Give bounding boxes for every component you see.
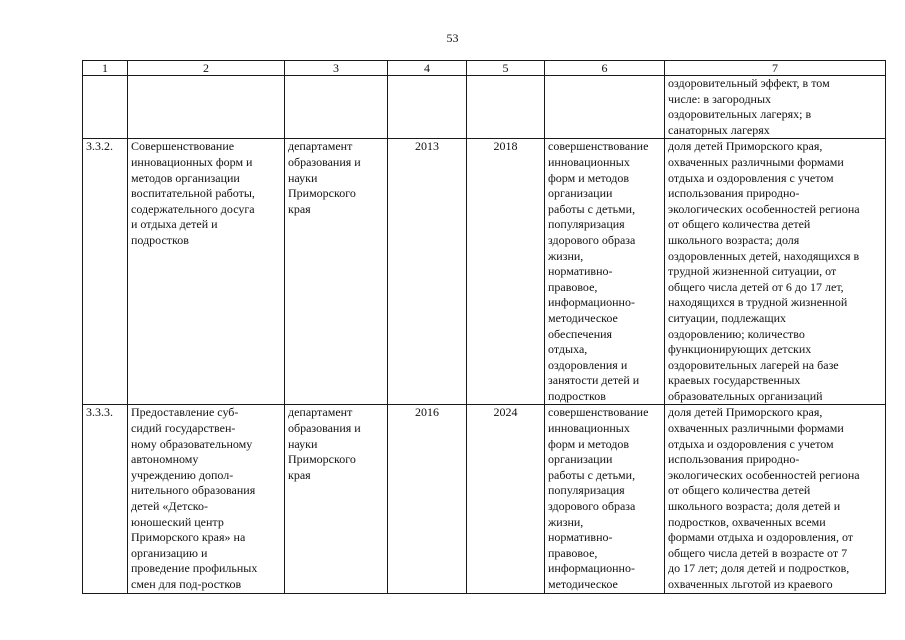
page-number: 53 bbox=[446, 31, 459, 45]
table-header-row bbox=[83, 61, 886, 76]
table-row bbox=[83, 139, 886, 405]
expected-result-cell bbox=[545, 76, 665, 139]
start-year-cell: 2016 bbox=[388, 405, 467, 593]
expected-result-cell: совершенствование инновационных форм и методов организации работы с детьми, популяризация здорового образа жизни, нормативно- правовое, информационно- методическое bbox=[545, 405, 665, 593]
executor-cell bbox=[285, 76, 388, 139]
row-number-cell bbox=[83, 76, 128, 139]
expected-result-cell: совершенствование инновационных форм и методов организации работы с детьми, популяризация здорового образа жизни, нормативно- правовое, информационно- методическое обеспечения отдыха, оздоровления и занятости детей и подростков bbox=[545, 139, 665, 405]
end-year-cell: 2018 bbox=[467, 139, 545, 405]
table-row bbox=[83, 405, 886, 593]
indicators-cell: доля детей Приморского края, охваченных различными формами отдыха и оздоровления с учетом использования природно- экологических особенностей региона от общего количества детей школьного возраста; доля оздоровленных детей, находящихся в трудной жизненной ситуации, от общего числа детей от 6 до 17 лет, находящихся в трудной жизненной ситуации, подлежащих оздоровлению; количество функционирующих детских оздоровительных лагерей на базе краевых государственных образовательных организаций bbox=[665, 139, 886, 405]
measure-name-cell: Совершенствование инновационных форм и методов организации воспитательной работы, содержательного досуга и отдыха детей и подростков bbox=[128, 139, 285, 405]
header-cell-col-7: 7 bbox=[665, 61, 886, 76]
header-cell-col-3: 3 bbox=[285, 61, 388, 76]
header-cell-col-1: 1 bbox=[83, 61, 128, 76]
indicators-cell: доля детей Приморского края, охваченных различными формами отдыха и оздоровления с учетом использования природно- экологических особенностей региона от общего количества детей школьного возраста; доля детей и подростков, охваченных всеми формами отдыха и оздоровления, от общего числа детей в возрасте от 7 до 17 лет; доля детей и подростков, охваченных льготой из краевого bbox=[665, 405, 886, 593]
row-number-cell: 3.3.3. bbox=[83, 405, 128, 593]
header-cell-col-6: 6 bbox=[545, 61, 665, 76]
start-year-cell bbox=[388, 76, 467, 139]
executor-cell: департамент образования и науки Приморского края bbox=[285, 139, 388, 405]
row-number-cell: 3.3.2. bbox=[83, 139, 128, 405]
end-year-cell: 2024 bbox=[467, 405, 545, 593]
indicators-cell: оздоровительный эффект, в том числе: в загородных оздоровительных лагерях; в санаторных лагерях bbox=[665, 76, 886, 139]
header-cell-col-2: 2 bbox=[128, 61, 285, 76]
end-year-cell bbox=[467, 76, 545, 139]
header-cell-col-5: 5 bbox=[467, 61, 545, 76]
table-row bbox=[83, 76, 886, 139]
executor-cell: департамент образования и науки Приморского края bbox=[285, 405, 388, 593]
header-cell-col-4: 4 bbox=[388, 61, 467, 76]
program-measures-table bbox=[82, 60, 886, 594]
measure-name-cell bbox=[128, 76, 285, 139]
start-year-cell: 2013 bbox=[388, 139, 467, 405]
measure-name-cell: Предоставление суб- сидий государствен- ному образовательному автономному учреждению допол- нительного образования детей «Детско- юношеский центр Приморского края» на организацию и проведение профильных смен для под-ростков bbox=[128, 405, 285, 593]
